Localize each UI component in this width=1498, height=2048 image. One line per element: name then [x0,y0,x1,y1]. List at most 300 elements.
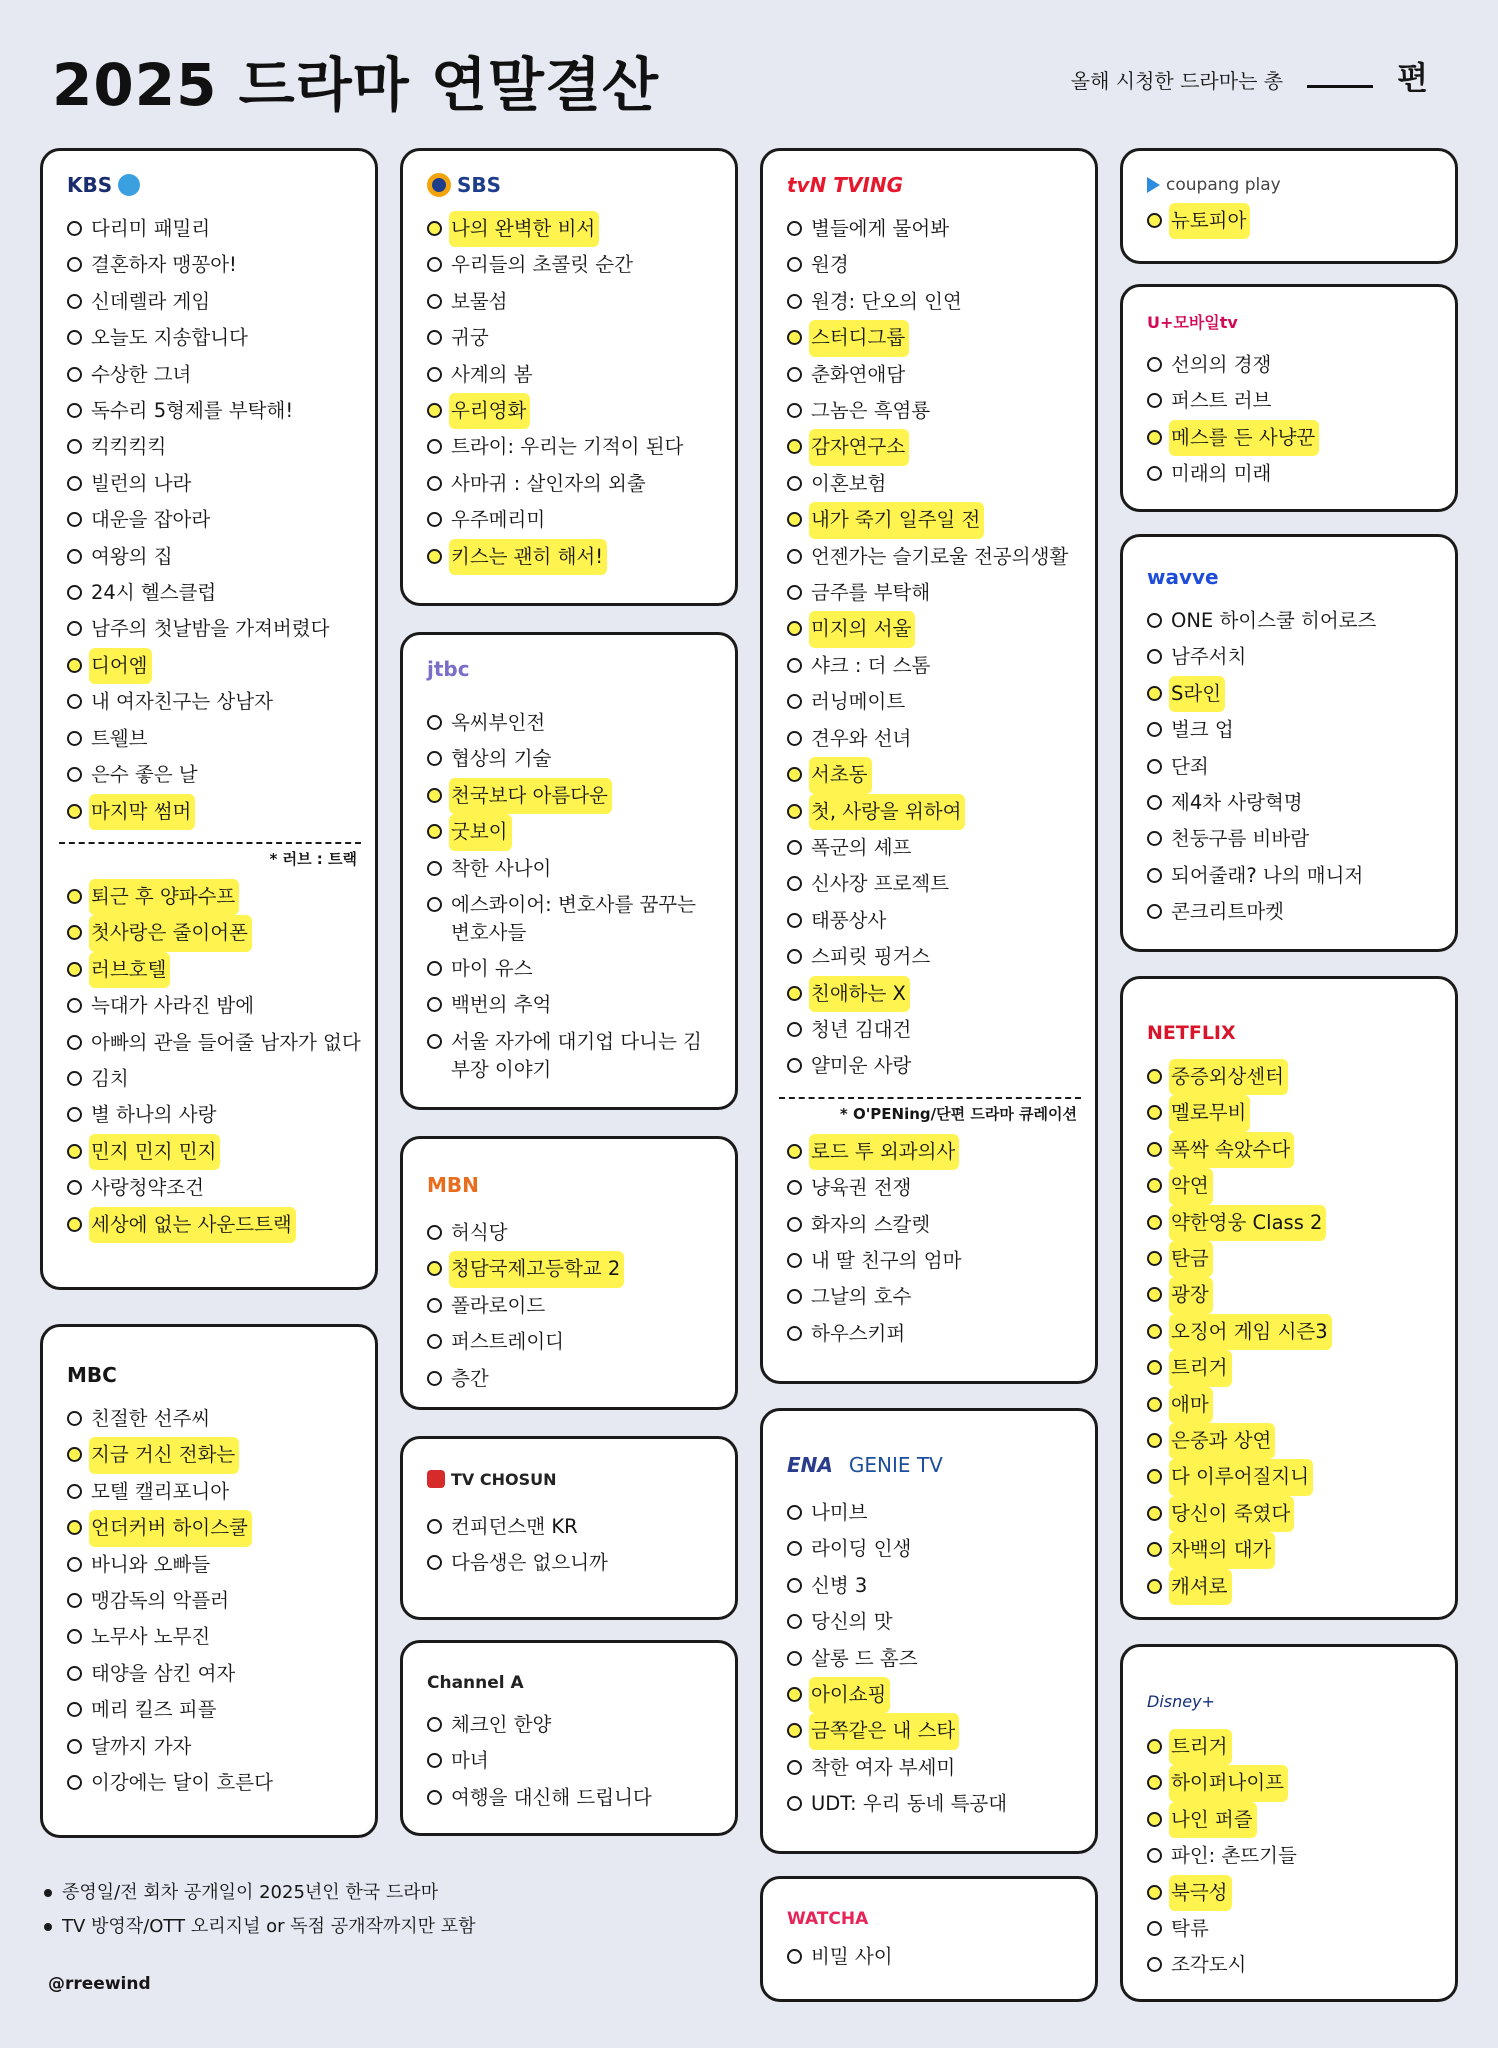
drama-title: 별들에게 물어봐 [811,217,950,240]
list-item[interactable] [787,611,1077,647]
checkbox-circle-icon[interactable] [787,1578,802,1593]
list-item[interactable] [67,952,357,988]
checkbox-circle-icon[interactable] [787,949,802,964]
list-item[interactable] [1147,1350,1437,1386]
checkbox-circle-icon[interactable] [427,824,442,839]
list-item[interactable] [1147,1947,1437,1983]
checkbox-circle-icon[interactable] [787,1253,802,1268]
list-item[interactable] [427,1743,717,1779]
checkbox-circle-icon[interactable] [67,1557,82,1572]
list-item[interactable] [787,1134,1077,1170]
list-item[interactable] [787,903,1077,939]
checkbox-circle-icon[interactable] [1147,1812,1162,1827]
list-item[interactable] [787,1641,1077,1677]
checkbox-circle-icon[interactable] [67,476,82,491]
list-item[interactable] [787,502,1077,538]
checkbox-circle-icon[interactable] [787,257,802,272]
list-item[interactable] [787,1786,1077,1822]
list-item[interactable] [67,988,357,1024]
checkbox-circle-icon[interactable] [1147,1885,1162,1900]
card-tvchosun [400,1436,738,1620]
list-item[interactable] [787,757,1077,793]
list-item[interactable] [787,211,1077,247]
checkbox-circle-icon[interactable] [67,1107,82,1122]
checkbox-circle-icon[interactable] [787,1217,802,1232]
checkbox-circle-icon[interactable] [1147,1069,1162,1084]
list-item[interactable] [67,357,357,393]
list-item[interactable] [787,684,1077,720]
list-item[interactable] [1147,383,1437,419]
checkbox-circle-icon[interactable] [1147,1287,1162,1302]
list-item[interactable] [67,1134,357,1170]
list-item[interactable] [67,429,357,465]
footnotes [44,1876,476,1944]
list-item[interactable] [67,466,357,502]
checkbox-circle-icon[interactable] [427,1555,442,1570]
list-item[interactable] [787,976,1077,1012]
list-item[interactable] [427,814,717,850]
checkbox-circle-icon[interactable] [427,861,442,876]
checkbox-circle-icon[interactable] [427,367,442,382]
list-item[interactable] [67,1061,357,1097]
list-item[interactable] [1147,749,1437,785]
list-item[interactable] [1147,1241,1437,1277]
checkbox-circle-icon[interactable] [787,1760,802,1775]
list-item[interactable] [1147,1496,1437,1532]
drama-title: 아이쇼핑 [809,1677,890,1713]
checkbox-circle-icon[interactable] [67,1071,82,1086]
checkbox-circle-icon[interactable] [1147,1433,1162,1448]
list-item[interactable] [427,1707,717,1743]
checkbox-circle-icon[interactable] [67,294,82,309]
checkbox-circle-icon[interactable] [787,476,802,491]
checkbox-circle-icon[interactable] [787,330,802,345]
checkbox-circle-icon[interactable] [427,997,442,1012]
list-item[interactable] [787,1316,1077,1352]
list-item[interactable] [1147,639,1437,675]
drama-title: 사계의 봄 [451,362,533,386]
list-item[interactable] [67,1583,357,1619]
checkbox-circle-icon[interactable] [1147,1142,1162,1157]
list-item[interactable] [427,502,717,538]
list-item[interactable] [67,1765,357,1801]
checkbox-circle-icon[interactable] [67,1035,82,1050]
checkbox-circle-icon[interactable] [427,715,442,730]
list-item[interactable] [787,1243,1077,1279]
checkbox-circle-icon[interactable] [1147,1921,1162,1936]
checkbox-circle-icon[interactable] [1147,430,1162,445]
list-item[interactable] [787,648,1077,684]
list-item[interactable] [1147,1387,1437,1423]
checkbox-circle-icon[interactable] [67,925,82,940]
checkbox-circle-icon[interactable] [787,549,802,564]
list-item[interactable] [1147,1205,1437,1241]
checkbox-circle-icon[interactable] [787,1687,802,1702]
list-item[interactable] [1147,676,1437,712]
list-item[interactable] [1147,1729,1437,1765]
list-item[interactable] [1147,1569,1437,1605]
checkbox-circle-icon[interactable] [787,876,802,891]
checkbox-circle-icon[interactable] [787,367,802,382]
list-item[interactable] [427,393,717,429]
list-item[interactable] [67,648,357,684]
list-item[interactable] [67,757,357,793]
list-item[interactable] [427,1024,717,1088]
checkbox-circle-icon[interactable] [427,1334,442,1349]
list-item[interactable] [1147,858,1437,894]
checkbox-circle-icon[interactable] [67,804,82,819]
checkbox-circle-icon[interactable] [427,549,442,564]
checkbox-circle-icon[interactable] [787,1144,802,1159]
list-item[interactable] [67,1692,357,1728]
checkbox-circle-icon[interactable] [1147,1360,1162,1375]
list-item[interactable] [427,851,717,887]
checkbox-circle-icon[interactable] [787,1723,802,1738]
checkbox-circle-icon[interactable] [1147,686,1162,701]
checkbox-circle-icon[interactable] [67,549,82,564]
drama-title: 트웰브 [91,726,148,750]
checkbox-circle-icon[interactable] [787,585,802,600]
list-item[interactable] [787,1495,1077,1531]
checkbox-circle-icon[interactable] [427,1298,442,1313]
checkbox-circle-icon[interactable] [1147,1506,1162,1521]
checkbox-circle-icon[interactable] [1147,213,1162,228]
checkbox-circle-icon[interactable] [427,1717,442,1732]
checkbox-circle-icon[interactable] [67,1593,82,1608]
list-item[interactable] [1147,1765,1437,1801]
checkbox-circle-icon[interactable] [787,694,802,709]
list-item[interactable] [787,721,1077,757]
checkbox-circle-icon[interactable] [1147,1324,1162,1339]
checkbox-circle-icon[interactable] [427,439,442,454]
list-item[interactable] [67,1097,357,1133]
list-item[interactable] [1147,1875,1437,1911]
list-item[interactable] [787,794,1077,830]
list-item[interactable] [1147,1532,1437,1568]
list-item[interactable] [67,1510,357,1546]
checkbox-circle-icon[interactable] [67,621,82,636]
list-item[interactable] [67,284,357,320]
checkbox-circle-icon[interactable] [427,751,442,766]
list-item[interactable] [67,247,357,283]
list-item[interactable] [1147,203,1437,239]
list-item[interactable] [67,1619,357,1655]
list-item[interactable] [427,741,717,777]
list-item[interactable] [787,539,1077,575]
checkbox-circle-icon[interactable] [67,1447,82,1462]
checkbox-circle-icon[interactable] [427,897,442,912]
list-item[interactable] [67,1207,357,1243]
list-item[interactable] [67,1474,357,1510]
list-item[interactable] [787,1207,1077,1243]
list-item[interactable] [67,393,357,429]
list-item[interactable] [1147,712,1437,748]
checkbox-circle-icon[interactable] [787,1541,802,1556]
checkbox-circle-icon[interactable] [787,403,802,418]
checkbox-circle-icon[interactable] [427,257,442,272]
list-item[interactable] [1147,456,1437,492]
checkbox-circle-icon[interactable] [67,1484,82,1499]
checkbox-circle-icon[interactable] [427,294,442,309]
checkbox-circle-icon[interactable] [1147,1178,1162,1193]
list-item[interactable] [787,1568,1077,1604]
checkbox-circle-icon[interactable] [67,403,82,418]
list-item[interactable] [1147,1314,1437,1350]
checkbox-circle-icon[interactable] [427,403,442,418]
checkbox-circle-icon[interactable] [67,367,82,382]
list-item[interactable] [67,1170,357,1206]
checkbox-circle-icon[interactable] [1147,1848,1162,1863]
list-item[interactable] [427,887,717,951]
list-item[interactable] [787,1750,1077,1786]
list-item[interactable] [427,1251,717,1287]
list-item[interactable] [1147,1838,1437,1874]
list-item[interactable] [1147,603,1437,639]
checkbox-circle-icon[interactable] [427,512,442,527]
list-item[interactable] [67,320,357,356]
checkbox-circle-icon[interactable] [427,1261,442,1276]
checkbox-circle-icon[interactable] [427,1225,442,1240]
checkbox-circle-icon[interactable] [787,221,802,236]
list-item[interactable] [427,320,717,356]
list-item[interactable] [427,539,717,575]
checkbox-circle-icon[interactable] [787,986,802,1001]
checkbox-circle-icon[interactable] [67,585,82,600]
list-item[interactable] [67,1729,357,1765]
checkbox-circle-icon[interactable] [1147,1397,1162,1412]
list-item[interactable] [427,466,717,502]
checkbox-circle-icon[interactable] [427,961,442,976]
checkbox-circle-icon[interactable] [787,1651,802,1666]
list-item[interactable] [787,575,1077,611]
checkbox-circle-icon[interactable] [787,1326,802,1341]
brand-mbc [67,1359,357,1391]
checkbox-circle-icon[interactable] [67,1739,82,1754]
checkbox-circle-icon[interactable] [787,731,802,746]
checkbox-circle-icon[interactable] [427,330,442,345]
checkbox-circle-icon[interactable] [67,1775,82,1790]
checkbox-circle-icon[interactable] [787,621,802,636]
checkbox-circle-icon[interactable] [1147,1469,1162,1484]
list-item[interactable] [787,866,1077,902]
checkbox-circle-icon[interactable] [787,1058,802,1073]
list-item[interactable] [787,247,1077,283]
checkbox-circle-icon[interactable] [787,1022,802,1037]
checkbox-circle-icon[interactable] [427,1034,442,1049]
checkbox-circle-icon[interactable] [427,1790,442,1805]
checkbox-circle-icon[interactable] [1147,1251,1162,1266]
checkbox-circle-icon[interactable] [1147,722,1162,737]
list-item[interactable] [427,429,717,465]
checkbox-circle-icon[interactable] [427,1519,442,1534]
list-item[interactable] [1147,1132,1437,1168]
list-item[interactable] [67,211,357,247]
card-jtbc [400,632,738,1110]
checkbox-circle-icon[interactable] [427,1371,442,1386]
list-item[interactable] [787,357,1077,393]
list-item[interactable] [427,1288,717,1324]
list-item[interactable] [787,1279,1077,1315]
list-item[interactable] [427,778,717,814]
checkbox-circle-icon[interactable] [67,658,82,673]
checkbox-circle-icon[interactable] [67,1144,82,1159]
checkbox-circle-icon[interactable] [427,788,442,803]
checkbox-circle-icon[interactable] [67,1629,82,1644]
list-item[interactable] [67,794,357,830]
list-item[interactable] [1147,1802,1437,1838]
checkbox-circle-icon[interactable] [787,1796,802,1811]
checkbox-circle-icon[interactable] [427,1753,442,1768]
list-item[interactable] [787,466,1077,502]
checkbox-circle-icon[interactable] [67,512,82,527]
list-item[interactable] [427,705,717,741]
checkbox-circle-icon[interactable] [67,257,82,272]
list-item[interactable] [1147,347,1437,383]
list-item[interactable] [427,211,717,247]
checkbox-circle-icon[interactable] [787,658,802,673]
checkbox-circle-icon[interactable] [1147,1957,1162,1972]
list-item[interactable] [67,1437,357,1473]
checkbox-circle-icon[interactable] [1147,466,1162,481]
checkbox-circle-icon[interactable] [67,1666,82,1681]
checkbox-circle-icon[interactable] [1147,1579,1162,1594]
checkbox-circle-icon[interactable] [1147,795,1162,810]
checkbox-circle-icon[interactable] [1147,1215,1162,1230]
list-item[interactable] [1147,821,1437,857]
list-item[interactable] [67,721,357,757]
list-item[interactable] [1147,785,1437,821]
list-item[interactable] [787,1677,1077,1713]
list-item[interactable] [427,951,717,987]
list-item[interactable] [787,939,1077,975]
checkbox-circle-icon[interactable] [67,1520,82,1535]
list-item[interactable] [787,1012,1077,1048]
list-item[interactable] [1147,1459,1437,1495]
list-item[interactable] [787,1604,1077,1640]
checkbox-circle-icon[interactable] [787,1289,802,1304]
list-item[interactable] [427,1545,717,1581]
checkbox-circle-icon[interactable] [787,294,802,309]
checkbox-circle-icon[interactable] [67,889,82,904]
checkbox-circle-icon[interactable] [1147,831,1162,846]
checkbox-circle-icon[interactable] [787,1505,802,1520]
checkbox-circle-icon[interactable] [1147,904,1162,919]
brand-ena [787,1449,1077,1481]
checkbox-circle-icon[interactable] [1147,393,1162,408]
list-item[interactable] [67,1025,361,1061]
list-item[interactable] [1147,1059,1437,1095]
checkbox-circle-icon[interactable] [427,476,442,491]
list-item[interactable] [427,1509,717,1545]
list-item[interactable] [787,830,1077,866]
checkbox-circle-icon[interactable] [67,330,82,345]
list-item[interactable] [67,915,357,951]
list-item[interactable] [67,575,357,611]
list-item[interactable] [427,1780,717,1816]
checkbox-circle-icon[interactable] [67,1702,82,1717]
list-item[interactable] [787,429,1077,465]
list-item[interactable] [67,879,357,915]
list-item[interactable] [427,357,717,393]
checkbox-circle-icon[interactable] [1147,357,1162,372]
checkbox-circle-icon[interactable] [67,731,82,746]
checkbox-circle-icon[interactable] [787,512,802,527]
checkbox-circle-icon[interactable] [787,439,802,454]
list-item[interactable] [67,1547,357,1583]
list-item[interactable] [67,539,357,575]
checkbox-circle-icon[interactable] [787,767,802,782]
drama-title: 세상에 없는 사운드트랙 [89,1207,296,1243]
list-item[interactable] [787,320,1077,356]
checkbox-circle-icon[interactable] [1147,1739,1162,1754]
list-item[interactable] [427,1215,717,1251]
checkbox-circle-icon[interactable] [1147,1775,1162,1790]
list-item[interactable] [787,1939,1077,1975]
checkbox-circle-icon[interactable] [787,913,802,928]
list-item[interactable] [787,1713,1077,1749]
checkbox-circle-icon[interactable] [1147,613,1162,628]
list-item[interactable] [67,502,357,538]
list-item[interactable] [1147,1095,1437,1131]
checkbox-circle-icon[interactable] [67,439,82,454]
checkbox-circle-icon[interactable] [1147,1105,1162,1120]
list-item[interactable] [427,1324,717,1360]
card-coupang [1120,148,1458,264]
checkbox-circle-icon[interactable] [787,1180,802,1195]
checkbox-circle-icon[interactable] [67,962,82,977]
checkbox-circle-icon[interactable] [787,804,802,819]
list-item[interactable] [1147,1911,1437,1947]
drama-title: 트리거 [1169,1350,1232,1386]
list-item[interactable] [1147,1168,1437,1204]
list-item[interactable] [787,393,1077,429]
list-item[interactable] [427,1361,717,1397]
checkbox-circle-icon[interactable] [787,1949,802,1964]
list-item[interactable] [427,247,717,283]
list-item[interactable] [427,987,717,1023]
list-item[interactable] [787,1048,1077,1084]
list-item[interactable] [67,1656,357,1692]
checkbox-circle-icon[interactable] [1147,759,1162,774]
checkbox-circle-icon[interactable] [1147,649,1162,664]
list-item[interactable] [787,1531,1077,1567]
checkbox-circle-icon[interactable] [67,221,82,236]
checkbox-circle-icon[interactable] [67,998,82,1013]
checkbox-circle-icon[interactable] [1147,868,1162,883]
checkbox-circle-icon[interactable] [67,1180,82,1195]
list-item[interactable] [1147,1277,1437,1313]
list-item[interactable] [427,284,717,320]
list-item[interactable] [67,1401,357,1437]
checkbox-circle-icon[interactable] [1147,1542,1162,1557]
checkbox-circle-icon[interactable] [67,1411,82,1426]
list-item[interactable] [67,611,357,647]
brand-netflix [1147,1017,1437,1049]
list-item[interactable] [1147,1423,1437,1459]
list-item[interactable] [1147,894,1437,930]
checkbox-circle-icon[interactable] [67,767,82,782]
list-item[interactable] [787,1170,1077,1206]
checkbox-circle-icon[interactable] [67,694,82,709]
checkbox-circle-icon[interactable] [787,840,802,855]
list-item[interactable] [67,684,357,720]
list-item[interactable] [787,284,1077,320]
list-item[interactable] [1147,420,1437,456]
checkbox-circle-icon[interactable] [787,1614,802,1629]
drama-title: 금쪽같은 내 스타 [809,1713,959,1749]
checkbox-circle-icon[interactable] [67,1217,82,1232]
checkbox-circle-icon[interactable] [427,221,442,236]
